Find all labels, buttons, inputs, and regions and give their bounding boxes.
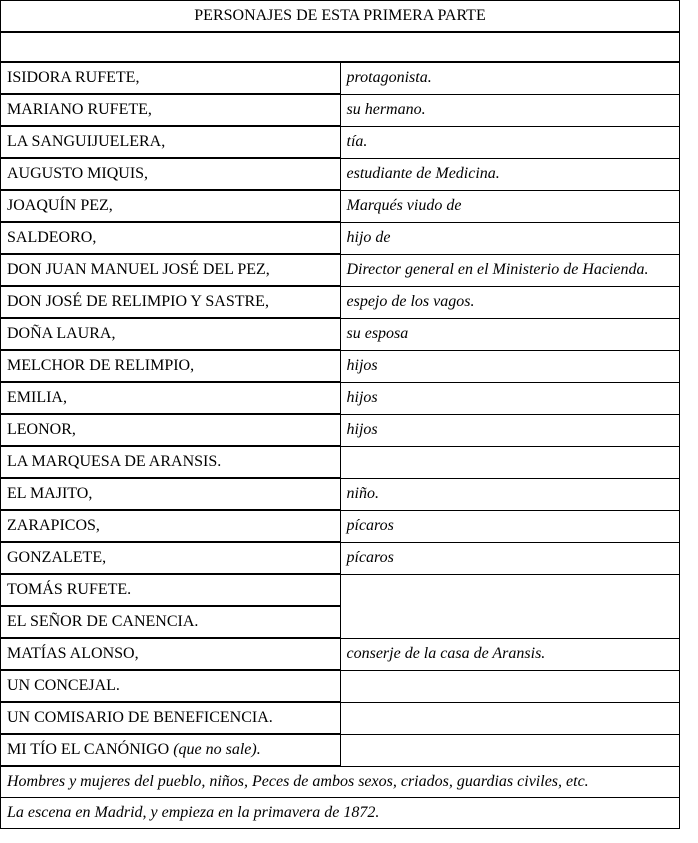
character-desc: su esposa — [340, 318, 680, 350]
character-desc: niño. — [340, 478, 680, 510]
table-row — [1, 254, 680, 286]
character-name: UN COMISARIO DE BENEFICENCIA. — [1, 702, 341, 734]
table-row — [1, 126, 680, 158]
character-name: UN CONCEJAL. — [1, 670, 341, 702]
character-name: DON JUAN MANUEL JOSÉ DEL PEZ, — [1, 254, 341, 286]
table-row — [1, 510, 680, 542]
character-name: MI TÍO EL CANÓNIGO — [7, 741, 170, 758]
character-desc — [340, 670, 680, 702]
character-desc — [340, 574, 680, 638]
character-name: SALDEORO, — [1, 222, 341, 254]
character-desc — [340, 446, 680, 478]
character-desc — [340, 734, 680, 766]
character-name: AUGUSTO MIQUIS, — [1, 158, 341, 190]
table-row — [1, 62, 680, 94]
character-name: DON JOSÉ DE RELIMPIO Y SASTRE, — [1, 286, 341, 318]
character-desc: Director general en el Ministerio de Hacienda. — [340, 254, 680, 286]
table-row — [1, 670, 680, 702]
character-name: GONZALETE, — [1, 542, 341, 574]
character-name: MARIANO RUFETE, — [1, 94, 341, 126]
table-row — [1, 190, 680, 222]
character-desc — [340, 702, 680, 734]
table-row — [1, 542, 680, 574]
table-row — [1, 414, 680, 446]
character-name: LEONOR, — [1, 414, 341, 446]
character-name: JOAQUÍN PEZ, — [1, 190, 341, 222]
character-name: DOÑA LAURA, — [1, 318, 341, 350]
character-desc: su hermano. — [340, 94, 680, 126]
table-row — [1, 286, 680, 318]
character-name: ZARAPICOS, — [1, 510, 341, 542]
table-row — [1, 574, 680, 606]
setting-text: La escena en Madrid, y empieza en la primavera de 1872. — [1, 798, 680, 829]
page-title: PERSONAJES DE ESTA PRIMERA PARTE — [1, 1, 680, 33]
character-desc: pícaros — [340, 510, 680, 542]
character-desc: protagonista. — [340, 62, 680, 94]
table-row — [1, 734, 680, 766]
character-name: TOMÁS RUFETE. — [1, 574, 341, 606]
character-desc: conserje de la casa de Aransis. — [340, 638, 680, 670]
table-row — [1, 94, 680, 126]
character-desc: hijos — [340, 382, 680, 414]
table-row — [1, 382, 680, 414]
character-name-note: (que no sale). — [173, 741, 261, 758]
character-name: EL MAJITO, — [1, 478, 341, 510]
blank-row — [1, 32, 680, 62]
character-name: LA MARQUESA DE ARANSIS. — [1, 446, 341, 478]
setting-row — [1, 798, 680, 829]
table-row — [1, 222, 680, 254]
character-desc: tía. — [340, 126, 680, 158]
character-name: LA SANGUIJUELERA, — [1, 126, 341, 158]
character-desc: Marqués viudo de — [340, 190, 680, 222]
character-name: MELCHOR DE RELIMPIO, — [1, 350, 341, 382]
character-desc: hijo de — [340, 222, 680, 254]
table-row — [1, 446, 680, 478]
table-row — [1, 638, 680, 670]
extras-text: Hombres y mujeres del pueblo, niños, Peces de ambos sexos, criados, guardias civiles, etc. — [1, 766, 680, 798]
character-name-with-note — [1, 734, 341, 766]
table-row — [1, 702, 680, 734]
character-desc: hijos — [340, 414, 680, 446]
character-desc: espejo de los vagos. — [340, 286, 680, 318]
table-row — [1, 318, 680, 350]
table-row — [1, 478, 680, 510]
character-desc: estudiante de Medicina. — [340, 158, 680, 190]
character-name: MATÍAS ALONSO, — [1, 638, 341, 670]
character-name: ISIDORA RUFETE, — [1, 62, 341, 94]
table-row — [1, 158, 680, 190]
character-name: EMILIA, — [1, 382, 341, 414]
extras-row — [1, 766, 680, 798]
character-desc: hijos — [340, 350, 680, 382]
table-row — [1, 350, 680, 382]
character-desc: pícaros — [340, 542, 680, 574]
character-name: EL SEÑOR DE CANENCIA. — [1, 606, 341, 638]
